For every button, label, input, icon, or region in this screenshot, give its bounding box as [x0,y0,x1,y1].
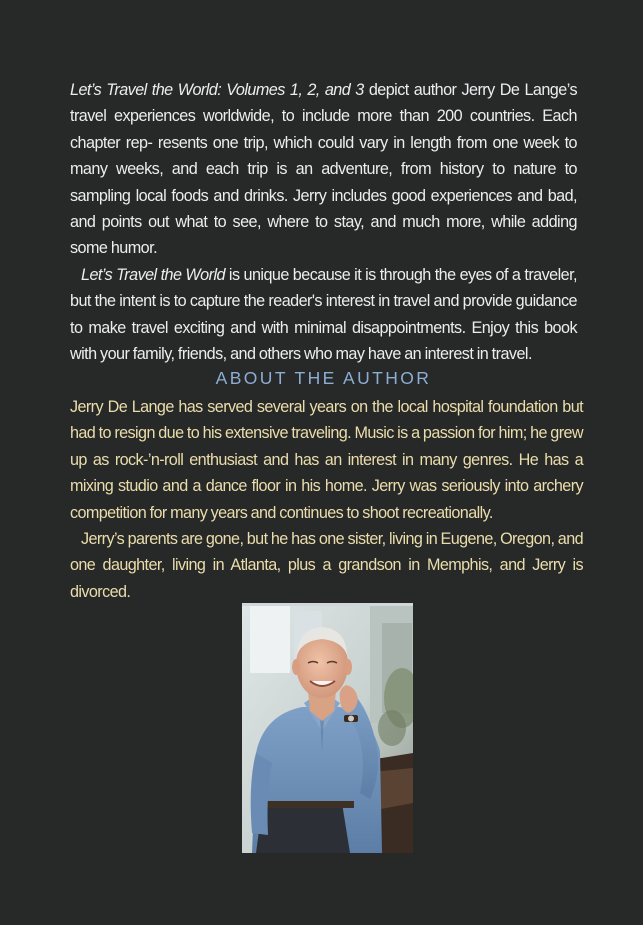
author-bio [70,394,583,605]
description-paragraph-1 [70,77,577,262]
description-text-2: is unique because it is through the eyes of a traveler, but the intent is to capture the reader's interest in travel and provide guidance to make travel exciting and with minimal disappointments. Enjoy this book with your family, friends, and others who may have an interest in travel. [70,265,577,364]
book-description [70,77,577,367]
about-the-author-heading: ABOUT THE AUTHOR [215,368,432,388]
description-text-1: depict author Jerry De Lange’s travel experiences worldwide, to include more than 200 countries. Each chapter rep- resents one trip, which could vary in length from one week to many weeks, and each trip is an adventure, from history to nature to sampling local foods and drinks. Jerry includes good experiences and bad, and points out what to see, where to stay, and much more, while adding some humor. [70,81,578,258]
author-photo [242,603,413,853]
book-title-italic-short: Let’s Travel the World [81,265,225,284]
book-title-italic: Let’s Travel the World: Volumes 1, 2, and 3 [70,81,364,99]
description-paragraph-2 [70,262,577,368]
author-bio-paragraph-2: Jerry’s parents are gone, but he has one sister, living in Eugene, Oregon, and one daughter, living in Atlanta, plus a grandson in Memphis, and Jerry is divorced. [70,530,583,601]
author-bio-paragraph-1: Jerry De Lange has served several years on the local hospital foundation but had to resign due to his extensive traveling. Music is a passion for him; he grew up as rock-’n-roll enthusiast and has an interest in many genres. He has a mixing studio and a dance floor in his home. Jerry was seriously into archery competition for many years and continues to shoot recreationally. [70,398,583,522]
